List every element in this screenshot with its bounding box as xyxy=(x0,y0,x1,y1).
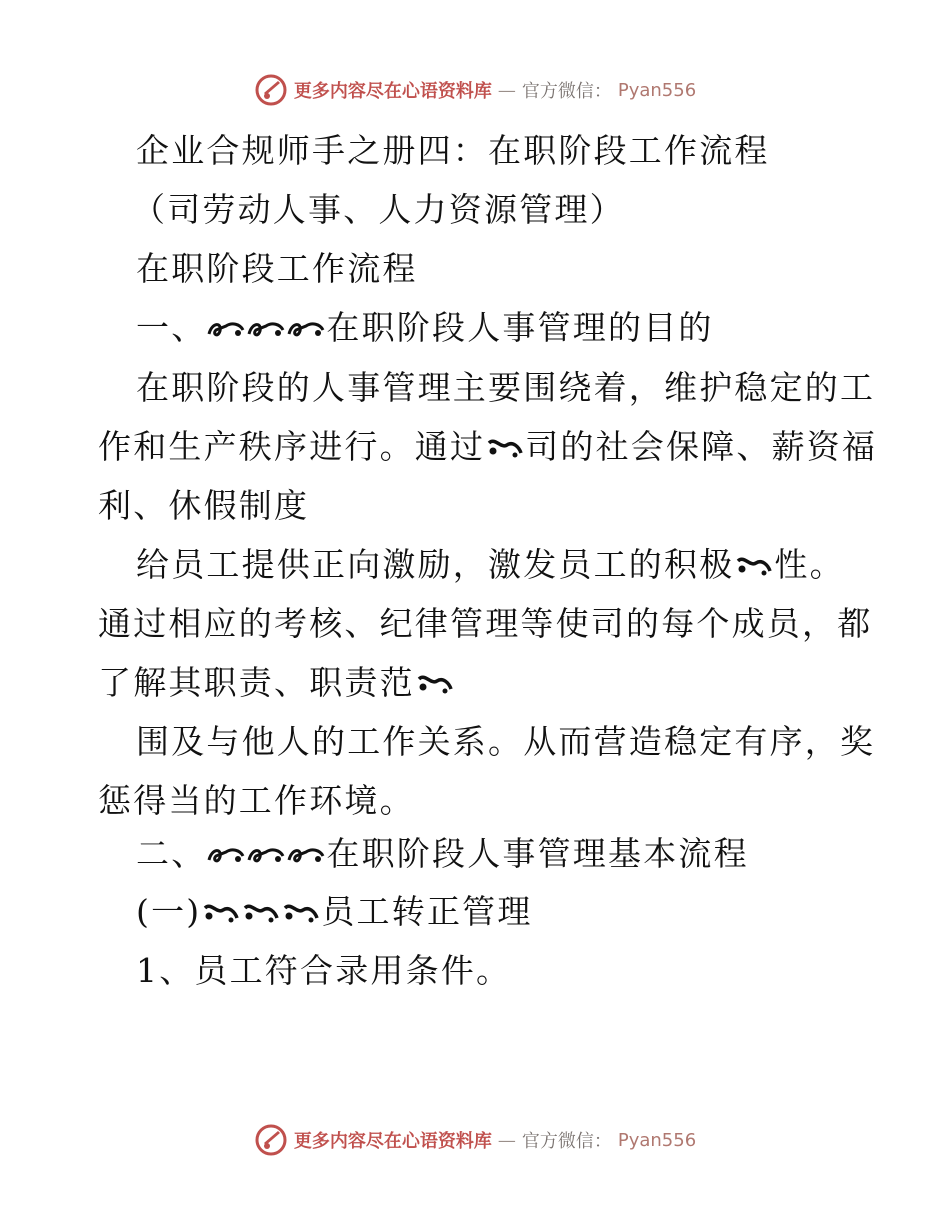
brand-separator: — xyxy=(497,1129,516,1151)
brand-logo-icon xyxy=(254,1123,288,1157)
ornament-icon xyxy=(415,666,455,692)
paragraph-2-text: 了解其职责、职责范 xyxy=(98,663,415,702)
ornament-icon xyxy=(734,548,774,574)
paragraph-1-line-2 xyxy=(98,421,877,468)
wechat-label: 官方微信： xyxy=(521,81,612,102)
wechat-id: Pyan556 xyxy=(617,79,697,101)
brand-text: 更多内容尽在心语资料库 xyxy=(293,81,492,102)
wechat-label: 官方微信： xyxy=(521,1131,612,1152)
footer-watermark xyxy=(0,1122,950,1158)
header-watermark xyxy=(0,72,950,108)
doc-title: 企业合规师手之册四：在职阶段工作流程 xyxy=(136,131,770,170)
ornament-icon xyxy=(281,895,321,921)
ornament-icon xyxy=(286,837,326,863)
subsection-1-heading xyxy=(136,886,533,933)
ornament-icon xyxy=(246,837,286,863)
paragraph-2-text-a: 给员工提供正向激励，激发员工的积极 xyxy=(136,545,735,584)
paragraph-3-line-1: 围及与他人的工作关系。从而营造稳定有序，奖 xyxy=(136,722,876,761)
doc-heading: 在职阶段工作流程 xyxy=(136,249,418,288)
paragraph-1-line-1: 在职阶段的人事管理主要围绕着，维护稳定的工 xyxy=(136,368,876,407)
brand-text: 更多内容尽在心语资料库 xyxy=(293,1131,492,1152)
paragraph-2-text-b: 性。 xyxy=(774,545,845,584)
paragraph-1-text-b: 司的社会保障、薪资福 xyxy=(525,427,878,466)
paragraph-1-text-a: 作和生产秩序进行。通过 xyxy=(98,427,486,466)
paragraph-2-line-3 xyxy=(98,657,455,704)
subsection-1-number: (一) xyxy=(136,892,202,931)
paragraph-2-line-2: 通过相应的考核、纪律管理等使司的每个成员，都 xyxy=(98,604,873,643)
section-2-title: 在职阶段人事管理基本流程 xyxy=(326,834,749,873)
section-2-heading xyxy=(136,828,749,875)
section-1-number: 一、 xyxy=(136,308,207,347)
brand-logo-icon xyxy=(254,73,288,107)
ornament-icon xyxy=(485,430,525,456)
section-1-heading xyxy=(136,302,714,349)
doc-subtitle: （司劳动人事、人力资源管理） xyxy=(132,190,625,229)
section-2-number: 二、 xyxy=(136,834,207,873)
ornament-icon xyxy=(241,895,281,921)
paragraph-2-line-1 xyxy=(136,539,845,586)
ornament-icon xyxy=(201,895,241,921)
subsection-1-title: 员工转正管理 xyxy=(321,892,533,931)
ornament-icon xyxy=(206,837,246,863)
brand-separator: — xyxy=(497,79,516,101)
section-1-title: 在职阶段人事管理的目的 xyxy=(326,308,714,347)
paragraph-3-line-2: 惩得当的工作环境。 xyxy=(98,781,415,820)
paragraph-1-line-3: 利、休假制度 xyxy=(98,486,310,525)
ornament-icon xyxy=(286,311,326,337)
wechat-id: Pyan556 xyxy=(617,1129,697,1151)
ornament-icon xyxy=(206,311,246,337)
list-item-1: 1、员工符合录用条件。 xyxy=(136,951,512,990)
ornament-icon xyxy=(246,311,286,337)
